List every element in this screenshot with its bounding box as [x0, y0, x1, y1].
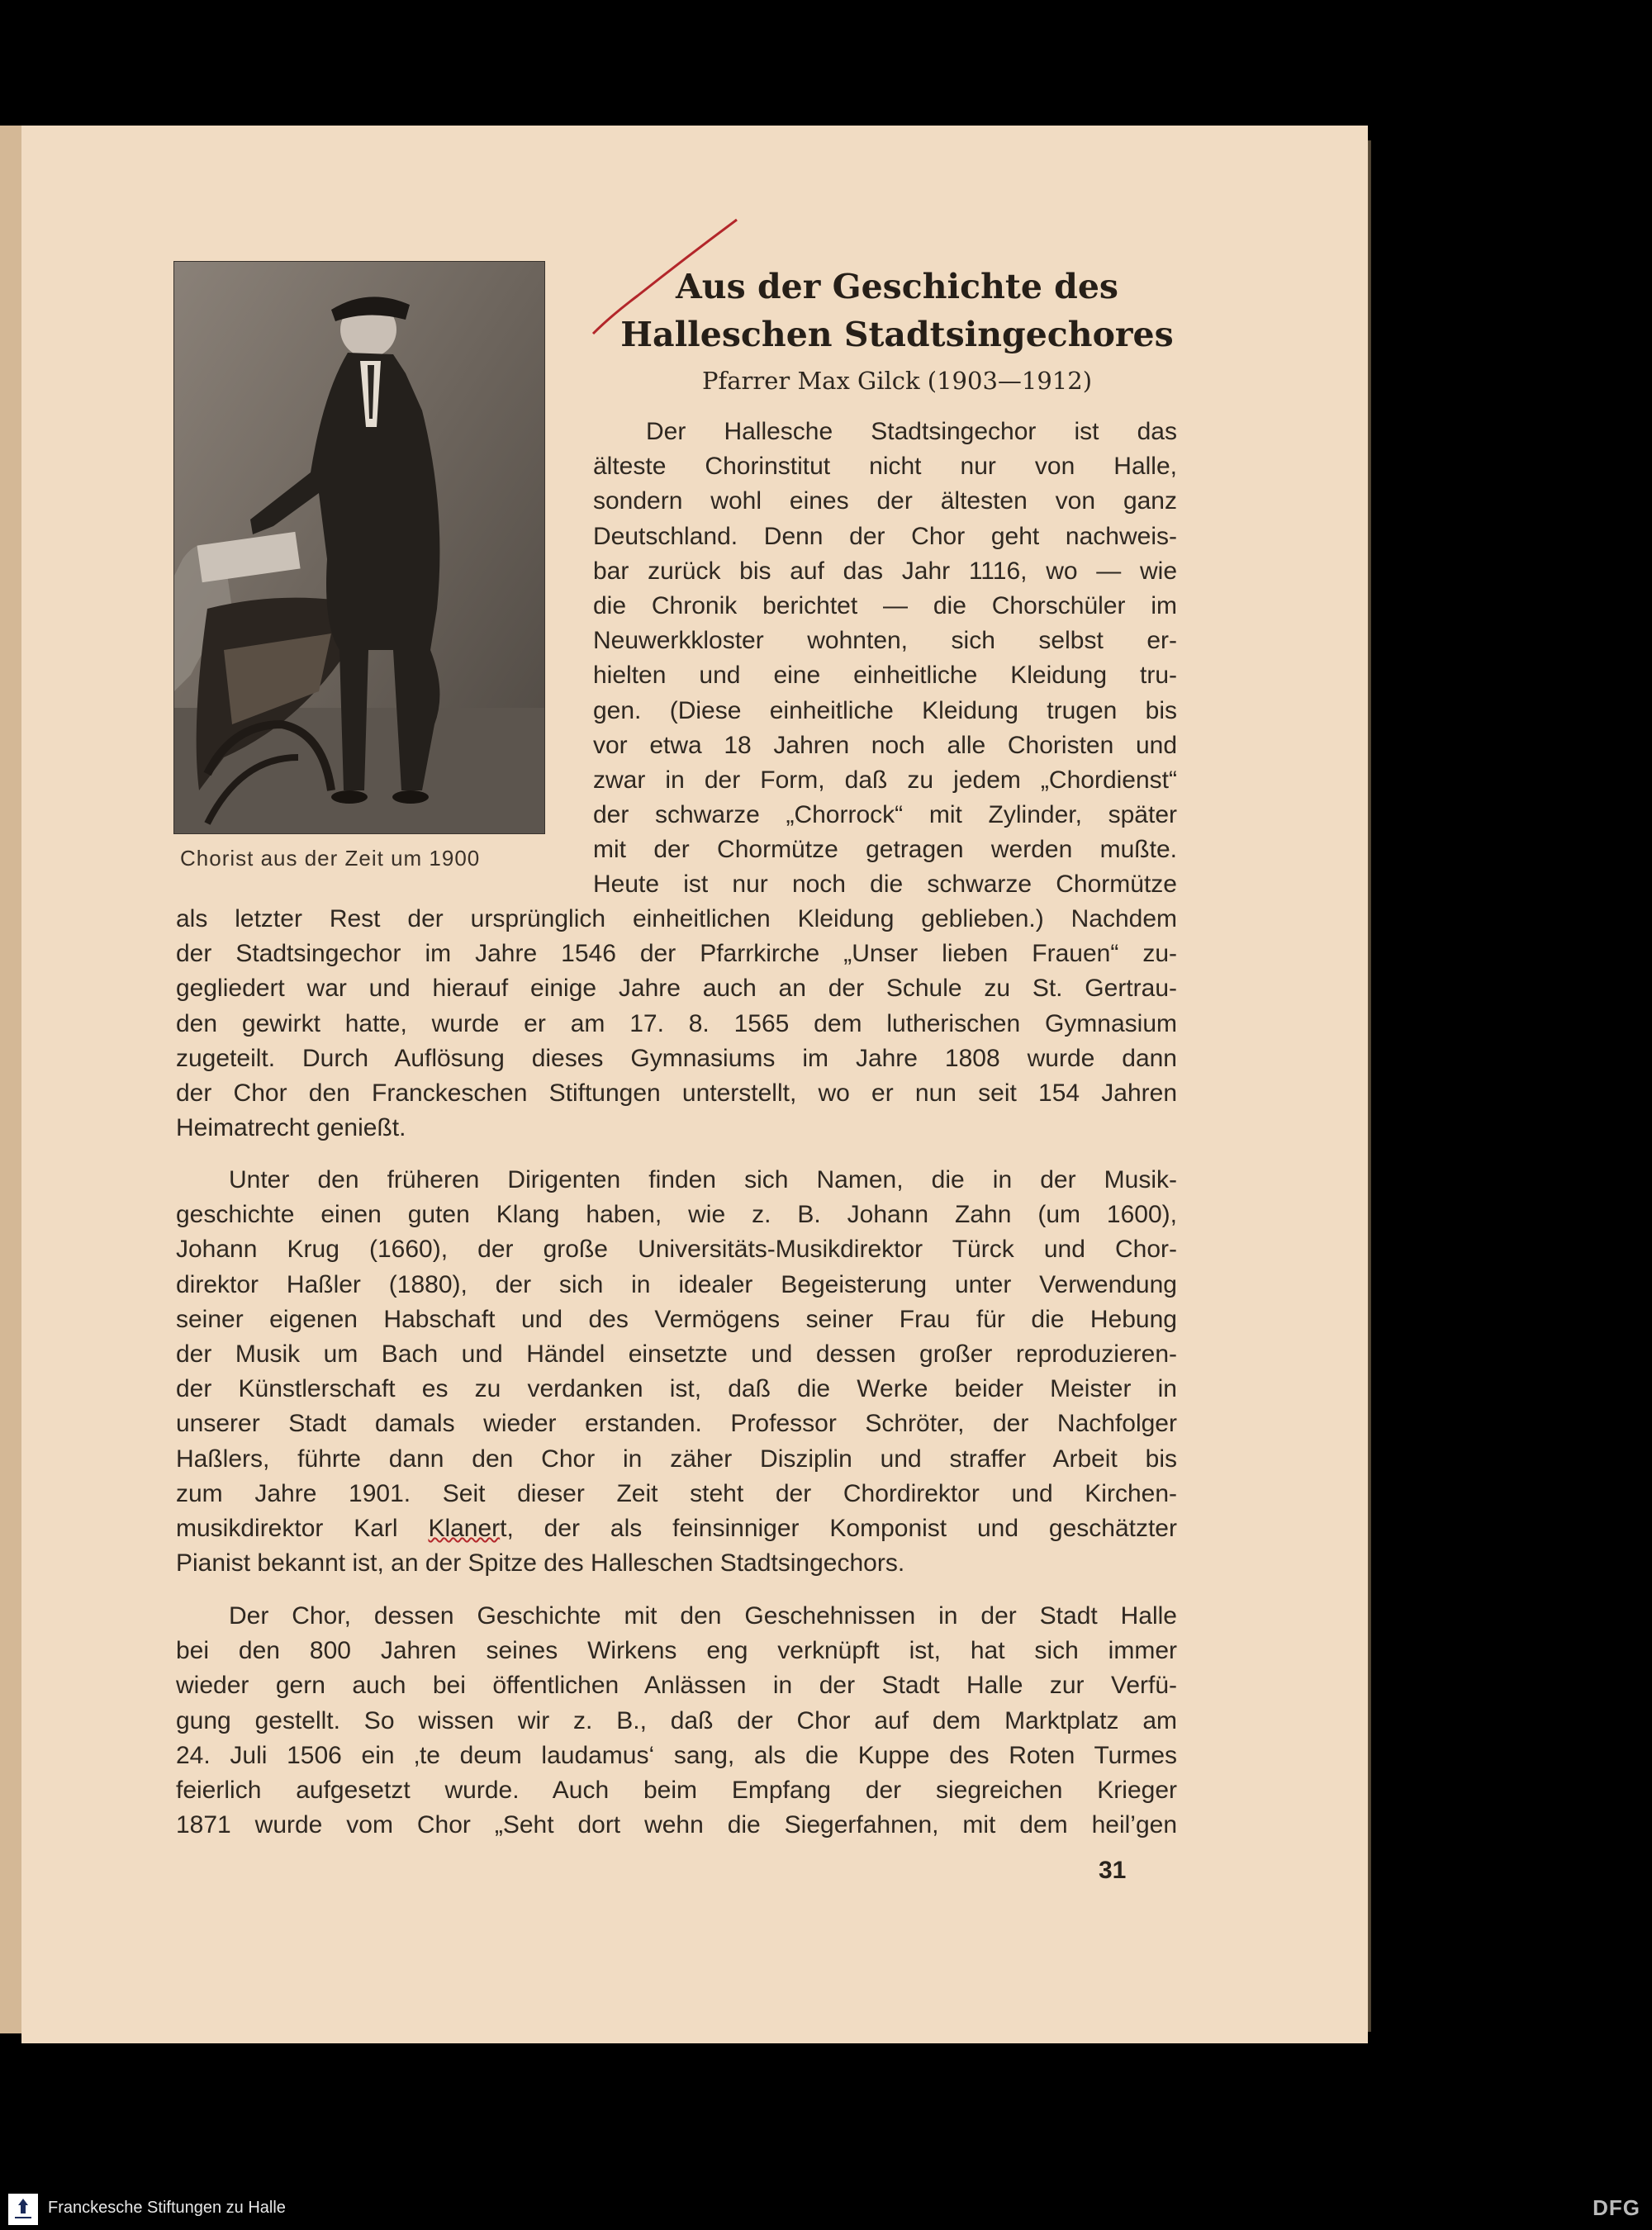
text-line: zum Jahre 1901. Seit dieser Zeit steht der Chordirektor und Kirchen- — [176, 1479, 1177, 1507]
text-line: Unter den früheren Dirigenten finden sich Namen, die in der Musik- — [229, 1166, 1177, 1193]
text-line: Haßlers, führte dann den Chor in zäher Disziplin und straffer Arbeit bis — [176, 1445, 1177, 1473]
text-line: sondern wohl eines der ältesten von ganz — [593, 487, 1177, 515]
photo-caption: Chorist aus der Zeit um 1900 — [180, 846, 481, 871]
paragraph-1-full — [176, 902, 1177, 1146]
text-line: feierlich aufgesetzt wurde. Auch beim Empfang der siegreichen Krieger — [176, 1776, 1177, 1804]
text-line: Der Chor, dessen Geschichte mit den Geschehnissen in der Stadt Halle — [229, 1602, 1177, 1630]
text-line: 24. Juli 1506 ein ‚te deum laudamus‘ sang, als die Kuppe des Roten Turmes — [176, 1741, 1177, 1769]
text-line: der Chor den Franckeschen Stiftungen unterstellt, wo er nun seit 154 Jahren — [176, 1079, 1177, 1107]
text-line: der Stadtsingechor im Jahre 1546 der Pfarrkirche „Unser lieben Frauen“ zu- — [176, 940, 1177, 968]
text-line: als letzter Rest der ursprünglich einheitlichen Kleidung geblieben.) Nachdem — [176, 905, 1177, 932]
paragraph-1-column — [593, 415, 1177, 903]
text-line: Johann Krug (1660), der große Universitäts-Musikdirektor Türck und Chor- — [176, 1236, 1177, 1264]
article-author: Pfarrer Max Gilck (1903—1912) — [701, 367, 1093, 395]
text-line: der Musik um Bach und Händel einsetzte und dessen großer reproduzieren- — [176, 1340, 1177, 1368]
paragraph-3 — [176, 1599, 1177, 1843]
text-line: der schwarze „Chorrock“ mit Zylinder, später — [593, 801, 1177, 829]
institution-name[interactable]: Franckesche Stiftungen zu Halle — [48, 2199, 286, 2217]
text-line: wieder gern auch bei öffentlichen Anlässen in der Stadt Halle zur Verfü- — [176, 1672, 1177, 1700]
text-line: direktor Haßler (1880), der sich in idealer Begeisterung unter Verwendung — [176, 1270, 1177, 1298]
text-line: bar zurück bis auf das Jahr 1116, wo — wie — [593, 557, 1177, 585]
paragraph-2 — [176, 1163, 1177, 1581]
text-line: hielten und eine einheitliche Kleidung tru- — [593, 662, 1177, 690]
dfg-logo[interactable]: DFG — [1593, 2195, 1640, 2220]
text-line: vor etwa 18 Jahren noch alle Choristen und — [593, 731, 1177, 759]
text-line: Heute ist nur noch die schwarze Chormütze — [593, 871, 1177, 899]
text-line: gen. (Diese einheitliche Kleidung trugen bis — [593, 696, 1177, 724]
text-line: Der Hallesche Stadtsingechor ist das — [646, 418, 1177, 445]
text-line: mit der Chormütze getragen werden mußte. — [593, 836, 1177, 864]
viewer-footer — [0, 2187, 1652, 2230]
text-line: Neuwerkkloster wohnten, sich selbst er- — [593, 627, 1177, 655]
text-line: 1871 wurde vom Chor „Seht dort wehn die Siegerfahnen, mit dem heil’gen — [176, 1811, 1177, 1839]
article-title — [608, 263, 1186, 358]
text-line: seiner eigenen Habschaft und des Vermögens seiner Frau für die Hebung — [176, 1305, 1177, 1333]
text-line: zwar in der Form, daß zu jedem „Chordienst“ — [593, 766, 1177, 794]
chorister-photo-image — [174, 262, 544, 833]
text-line: geschichte einen guten Klang haben, wie z. B. Johann Zahn (um 1600), — [176, 1201, 1177, 1229]
underlined-name-klanert: Klaner — [428, 1514, 501, 1542]
text-line: der Künstlerschaft es zu verdanken ist, daß die Werke beider Meister in — [176, 1375, 1177, 1403]
page-number: 31 — [1099, 1857, 1127, 1884]
text-line: bei den 800 Jahren seines Wirkens eng verknüpft ist, hat sich immer — [176, 1637, 1177, 1665]
institution-logo-icon[interactable] — [8, 2194, 38, 2225]
article-title-line: Aus der Geschichte des — [675, 267, 1119, 306]
text-line: Pianist bekannt ist, an der Spitze des Halleschen Stadtsingechors. — [176, 1549, 905, 1578]
institution-logo-graphic — [8, 2194, 38, 2225]
text-line: unserer Stadt damals wieder erstanden. Professor Schröter, der Nachfolger — [176, 1410, 1177, 1438]
text-fragment: t, der als feinsinniger Komponist und geschätzter — [500, 1514, 1177, 1542]
text-line: Deutschland. Denn der Chor geht nachweis- — [593, 522, 1177, 550]
text-fragment: musikdirektor Karl — [176, 1514, 429, 1542]
article-title-line: Halleschen Stadtsingechores — [620, 315, 1174, 354]
chorister-photo — [173, 261, 545, 834]
text-line: zugeteilt. Durch Auflösung dieses Gymnasiums im Jahre 1808 wurde dann — [176, 1044, 1177, 1072]
text-line: den gewirkt hatte, wurde er am 17. 8. 1565 dem lutherischen Gymnasium — [176, 1009, 1177, 1037]
text-line-klanert — [176, 1511, 1177, 1546]
text-line: gung gestellt. So wissen wir z. B., daß der Chor auf dem Marktplatz am — [176, 1706, 1177, 1734]
text-line: Heimatrecht genießt. — [176, 1114, 406, 1142]
text-line: älteste Chorinstitut nicht nur von Halle, — [593, 453, 1177, 481]
left-page-edge — [0, 126, 21, 2033]
text-line: die Chronik berichtet — die Chorschüler im — [593, 591, 1177, 619]
text-line: gegliedert war und hierauf einige Jahre auch an der Schule zu St. Gertrau- — [176, 975, 1177, 1003]
